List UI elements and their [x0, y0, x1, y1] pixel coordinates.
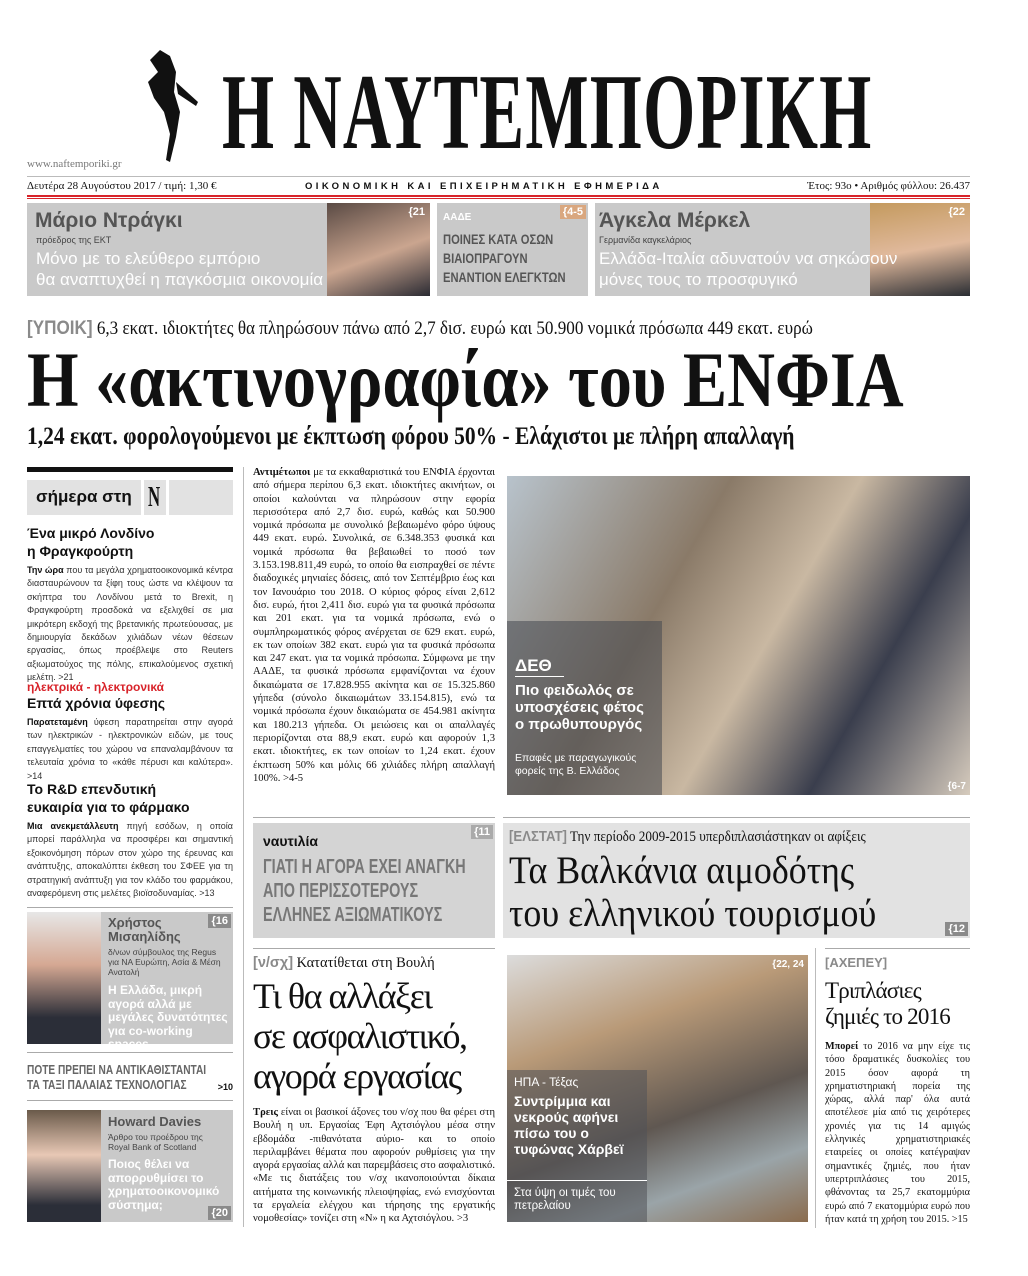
photo-sub: Επαφές με παραγωγικούς φορείς της Β. Ελλάδος [515, 752, 637, 777]
axepey-article[interactable] [825, 955, 970, 1226]
page-ref: {16 [208, 914, 231, 928]
photo-kicker: ΔΕΘ [515, 656, 564, 677]
person-quote: Η Ελλάδα, μικρή αγορά αλλά με μεγάλες δυνατότητες για co-working spaces [108, 983, 228, 1051]
tagline: ΟΙΚΟΝΟΜΙΚΗ ΚΑΙ ΕΠΙΧΕΙΡΗΜΑΤΙΚΗ ΕΦΗΜΕΡΙΔΑ [305, 181, 663, 192]
person-role: δ/νων σύμβουλος της Regus για ΝΑ Ευρώπη, Ασία & Μέση Ανατολή [108, 947, 221, 977]
divider [253, 948, 495, 949]
page-ref: {22, 24 [772, 959, 804, 970]
item-title: Επτά χρόνια ύφεσης [27, 695, 166, 711]
divider [507, 1180, 647, 1181]
teaser-draghi[interactable] [27, 203, 430, 296]
item-title: Το R&D επενδυτική ευκαιρία για το φάρμακο [27, 781, 190, 815]
column-divider [243, 467, 244, 1227]
website-url[interactable]: www.naftemporiki.gr [27, 158, 122, 170]
section-tag: [ΥΠΟΙΚ] [27, 318, 93, 339]
teaser-merkel[interactable] [595, 203, 970, 296]
item-body: Την ώρα που τα μεγάλα χρηματοοικονομικά κέντρα διασταυρώνουν τα ξίφη τους ώστε να κλέψουν τα σκήπτρα του Λονδίνου μετά το Brexit, η Φραγκφούρτη προσδοκά να εξελιχθεί σε μια μικρότερη εκδοχή της βρετανικής πρωτεύουσας, με δημιουργία δεκάδων χιλιάδων νέων θέσεων εργασίας, όπως προέβλεψε στο Reuters αξιωματούχος της πόλης, επικαλούμενος σχετική μελέτη. >21 [27, 565, 233, 683]
bill-body: Τρεις είναι οι βασικοί άξονες του ν/σχ που θα φέρει στη Βουλή η υπ. Εργασίας Έφη Αχτσιόγλου μέσα στην εβδομάδα -πιθανότατα αύριο- και το οποίο περιλαμβάνει θέματα που αφορούν ρυθμίσεις για την αγορά εργασίας αλλά και παρεμβάσεις στο ασφαλιστικό. «Με τις διατάξεις του ν/σχ ικανοποιούνται δίκαια αιτήματα της κοινωνικής πλειοψηφίας, ενώ ενισχύονται τα εργαλεία ελέγχου και τήρησης της εργατικής νομοθεσίας» τονίζει στη «Ν» η κα Αχτσιόγλου. >3 [253, 1107, 495, 1225]
page-ref: {12 [945, 922, 968, 936]
shipping-kicker: ναυτιλία [263, 833, 318, 849]
page-ref: {22 [948, 206, 965, 218]
divider [27, 176, 970, 177]
lead-headline[interactable]: Η «ακτινογραφία» του ΕΝΦΙΑ [27, 336, 904, 423]
item-title: Ένα μικρό Λονδίνο η Φραγκφούρτη [27, 525, 155, 559]
item-body: Μια ανεκμετάλλευτη πηγή εσόδων, η οποία μπορεί παράλληλα να προσφέρει και σημαντική εξοικονόμηση πόρων στον χώρο της έρευνας και ανάπτυξης, αποκαλύπτει έκθεση του ΣΦΕΕ για τη στρατηγική ανάπτυξη για τον κλάδο του φαρμάκου, αναφερόμενη στις μελέτες βιοϊσοδυναμίας. >13 [27, 821, 233, 899]
teaser-name: Μάριο Ντράγκι [35, 209, 183, 232]
issue-number: Έτος: 93ο • Αριθμός φύλλου: 26.437 [807, 180, 970, 192]
teaser-aade[interactable] [437, 203, 588, 296]
n-logo: N [148, 482, 161, 513]
dateline: Δευτέρα 28 Αυγούστου 2017 / τιμή: 1,30 € [27, 180, 217, 192]
misaplidis-photo [27, 912, 101, 1044]
bill-kicker: [ν/σχ] Κατατίθεται στη Βουλή [253, 955, 435, 971]
teaser-kicker: ΑΑΔΕ [443, 212, 472, 223]
photo-sub: Στα ύψη οι τιμές του πετρελαίου [514, 1187, 616, 1212]
teaser-text: Μόνο με το ελεύθερο εμπόριο [36, 249, 261, 268]
teaser-text: θα αναπτυχθεί η παγκόσμια οικονομία [36, 270, 324, 289]
divider [27, 1100, 233, 1101]
teaser-text: μόνες τους το προσφυγικό [599, 270, 798, 289]
divider [27, 1052, 233, 1053]
person-role: Άρθρο του προέδρου της Royal Bank of Scotland [108, 1132, 203, 1152]
photo-title: Συντρίμμια και νεκρούς αφήνει πίσω του ο τυφώνας Χάρβεϊ [514, 1093, 624, 1157]
page-ref: >10 [217, 1082, 233, 1092]
teaser-text: Ελλάδα-Ιταλία αδυνατούν να σηκώσουν [599, 249, 898, 268]
axepey-body: Μπορεί το 2016 να μην είχε τις τόσο δραματικές δυσκολίες του 2015 όσον αφορά τη χρηματιστηριακή πορεία της χώρας, αλλά παρ' όλα αυτά αποτέλεσε μία από τις χειρότερες χρονιές για τις 14 αμιγώς ελληνικές χρηματιστηριακές εταιρείες οι οποίες κατέγραψαν σημαντικές ζημιές, που ήταν υπερτριπλάσιες του 2015, φθάνοντας τα 25,7 εκατομμύρια ευρώ από 7 εκατομμύρια ευρώ που ήταν κατά τη χρήση του 2015. >15 [825, 1041, 970, 1225]
section-tag: [ΑΧΕΠΕΥ] [825, 955, 888, 970]
teaser-name: Άγκελα Μέρκελ [599, 209, 751, 232]
item-body: Παρατεταμένη ύφεση παρατηρείται στην αγορά των ηλεκτρικών - ηλεκτρονικών ειδών, με τους επαγγελματίες του χώρου να επαναλαμβάνουν τα τελευταία χρόνια το «κάθε πέρυσι και καλύτερα». >14 [27, 717, 233, 781]
today-item[interactable] [27, 680, 233, 783]
item-kicker: ηλεκτρικά - ηλεκτρονικά [27, 680, 165, 694]
red-rule [27, 195, 970, 199]
teaser-text: ΒΙΑΙΟΠΡΑΓΟΥΝ [443, 250, 528, 266]
today-label: σήμερα στη [36, 487, 132, 506]
headline-line: ΠΟΤΕ ΠΡΕΠΕΙ ΝΑ ΑΝΤΙΚΑΘΙΣΤΑΝΤΑΙ [27, 1062, 207, 1077]
page-ref: {20 [208, 1206, 231, 1220]
column-divider [815, 948, 816, 1228]
deth-photo[interactable] [507, 476, 970, 795]
headline-line: ΤΑ ΤΑΞΙ ΠΑΛΑΙΑΣ ΤΕΧΝΟΛΟΓΙΑΣ [27, 1077, 187, 1092]
hermes-logo-icon [140, 42, 205, 170]
misaplidis-box[interactable] [27, 912, 233, 1051]
person-quote: Ποιος θέλει να απορρυθμίσει το χρηματοοικονομικό σύστημα; [108, 1157, 220, 1212]
teaser-role: Γερμανίδα καγκελάριος [599, 235, 692, 245]
divider [825, 948, 970, 949]
today-label-box [27, 480, 141, 515]
elstat-box[interactable] [503, 823, 970, 938]
divider [27, 907, 233, 908]
masthead-title: Η ΝΑΥΤΕΜΠΟΡΙΚΗ [222, 53, 873, 172]
box-filler [169, 480, 233, 515]
page-ref: {11 [471, 825, 493, 839]
davies-photo [27, 1110, 101, 1222]
elstat-kicker: [ΕΛΣΤΑΤ] Την περίοδο 2009-2015 υπερδιπλασιάστηκαν οι αφίξεις [509, 828, 866, 845]
teaser-text: ΕΝΑΝΤΙΟΝ ΕΛΕΓΚΤΩΝ [443, 269, 566, 285]
n-logo-box [144, 480, 166, 515]
teaser-role: πρόεδρος της ΕΚΤ [36, 235, 112, 245]
bill-article[interactable] [253, 955, 495, 1226]
texas-photo[interactable] [507, 955, 808, 1222]
person-name: Χρήστος Μισαηλίδης [108, 915, 181, 944]
bill-headline: Τι θα αλλάξει σε ασφαλιστικό, αγορά εργασίας [253, 976, 467, 1096]
today-item[interactable] [27, 524, 233, 685]
axepey-headline: Τριπλάσιες ζημιές το 2016 [825, 978, 950, 1029]
tech-headline[interactable] [27, 1062, 233, 1092]
shipping-headline: ΓΙΑΤΙ Η ΑΓΟΡΑ ΕΧΕΙ ΑΝΑΓΚΗ ΑΠΟ ΠΕΡΙΣΣΟΤΕΡΟΥΣ ΕΛΛΗΝΕΣ ΑΞΙΩΜΑΤΙΚΟΥΣ [263, 856, 466, 926]
kicker-text: 6,3 εκατ. ιδιοκτήτες θα πληρώσουν πάνω από 2,7 δισ. ευρώ και 50.900 νομικά πρόσωπα 449 εκατ. ευρώ [96, 318, 813, 339]
black-bar [27, 467, 233, 472]
elstat-headline: Τα Βαλκάνια αιμοδότης του ελληνικού τουρισμού [509, 849, 877, 935]
page-ref: {4-5 [560, 205, 586, 219]
shipping-box[interactable] [253, 823, 495, 938]
teaser-text: ΠΟΙΝΕΣ ΚΑΤΑ ΟΣΩΝ [443, 231, 554, 247]
today-item[interactable] [27, 780, 233, 900]
davies-box[interactable] [27, 1110, 233, 1222]
page-ref: {6-7 [947, 781, 966, 792]
lead-subhead: 1,24 εκατ. φορολογούμενοι με έκπτωση φόρου 50% - Ελάχιστοι με πλήρη απαλλαγή [27, 423, 795, 450]
divider [253, 817, 495, 818]
lead-body: Αντιμέτωποι με τα εκκαθαριστικά του ΕΝΦΙΑ έρχονται από σήμερα περίπου 6,3 εκατ. ιδιοκτήτες ακινήτων, οι οποίοι καλούνται να πληρώσουν στην εφορία περισσότερα από 2,7 δισ. ευρώ, καθώς και 50.900 νομικά πρόσωπα με συνολικό βεβαιωμένο φόρο ύψους 449 εκατ. ευρώ. Συνολικά, σε 6.348.353 φυσικά και νομικά πρόσωπα θα βεβαιωθεί το ποσό των 3.153.198.811,49 ευρώ, το οποίο θα εισπραχθεί σε πέντε διαδοχικές μηνιαίες δόσεις, από τον Σεπτέμβριο έως και τον Ιανουάριο του 2018. Ο κύριος φόρος είναι 2,612 δισ. ευρώ, ήτοι 2,411 δισ. ευρώ για τα φυσικά πρόσωπα και 201 εκατ. για τα νομικά πρόσωπα, ενώ ο συμπληρωματικός φόρος ανέρχεται σε 629 εκατ. ευρώ, εκ των οποίων 382 εκατ. ευρώ για τα φυσικά πρόσωπα και 247 εκατ. για τα νομικά πρόσωπα. Σύμφωνα με την ΑΑΔΕ, τα φυσικά πρόσωπα εμφανίζονται να έχουν δικαιώματα σε 17.828.955 ακίνητα και σε 15.325.860 γήπεδα (σύνολο δικαιωμάτων 33.154.815), ενώ τα νομικά πρόσωπα έχουν δικαιώματα σε 454.981 ακίνητα και 180.213 γήπεδα. Οι μειώσεις και οι απαλλαγές περιορίζονται στα 88,9 εκατ. ευρώ και αφορούν 1,3 εκατ. ιδιοκτήτες, εκ των οποίων το 1,24 εκατ. έχουν έκπτωση 50% και μόλις 66 χιλιάδες πλήρη απαλλαγή 100%. >4-5 [253, 467, 495, 784]
person-name: Howard Davies [108, 1114, 202, 1129]
photo-kicker: ΗΠΑ - Τέξας [514, 1075, 579, 1089]
page-ref: {21 [408, 206, 425, 218]
photo-title: Πιο φειδωλός σε υποσχέσεις φέτος ο πρωθυπουργός [515, 682, 644, 733]
divider [503, 817, 970, 818]
